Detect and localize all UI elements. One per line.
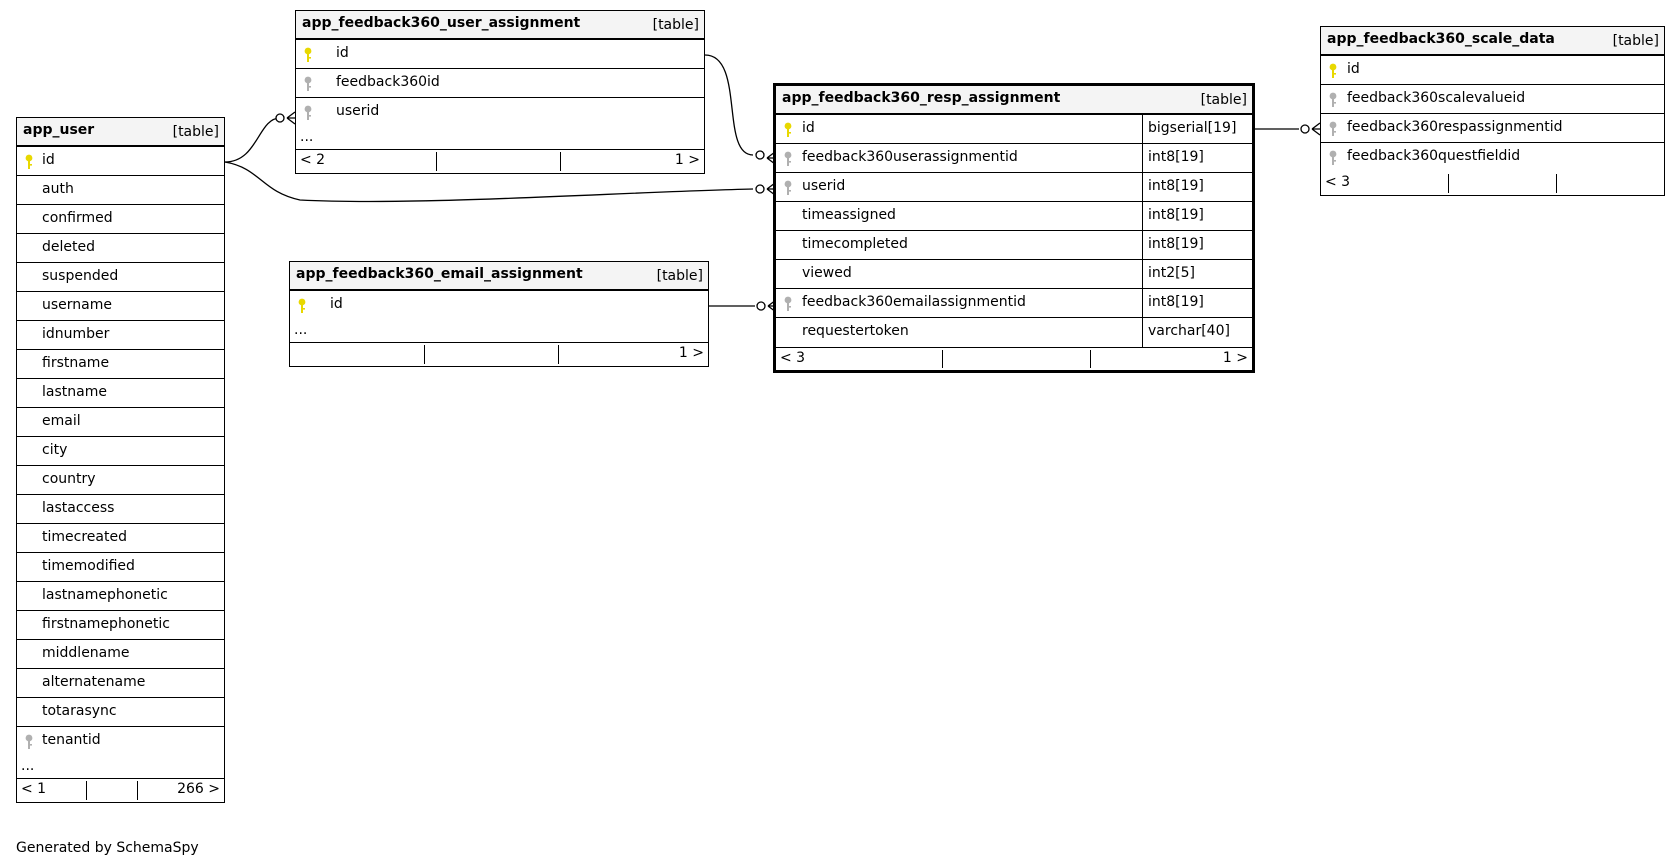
column-name: city — [42, 442, 68, 458]
column-name: lastaccess — [42, 500, 115, 516]
column-row[interactable] — [296, 98, 704, 127]
column-row[interactable] — [17, 437, 224, 466]
generated-by-label: Generated by SchemaSpy — [16, 840, 199, 856]
table-name: app_feedback360_resp_assignment — [782, 90, 1061, 106]
table-header — [776, 86, 1252, 115]
column-row[interactable] — [290, 291, 708, 320]
table-footer — [290, 343, 708, 366]
column-row[interactable] — [17, 350, 224, 379]
column-name: userid — [802, 178, 846, 194]
column-name: timemodified — [42, 558, 135, 574]
column-row[interactable] — [296, 40, 704, 69]
table-footer — [776, 347, 1252, 370]
footer-parents: < 3 — [780, 350, 806, 366]
column-row[interactable] — [17, 205, 224, 234]
column-row[interactable] — [1321, 114, 1664, 143]
column-name: feedback360id — [336, 74, 440, 90]
column-row[interactable] — [17, 176, 224, 205]
table-user-assignment[interactable] — [295, 10, 705, 174]
primary-key-icon — [1327, 63, 1339, 79]
column-row[interactable] — [1321, 56, 1664, 85]
footer-parents: < 1 — [21, 781, 47, 797]
ellipsis-row: ... — [17, 756, 224, 779]
table-name: app_feedback360_scale_data — [1327, 31, 1555, 47]
primary-key-icon — [302, 47, 314, 63]
link-user-to-user-assignment — [225, 118, 280, 162]
foreign-key-icon — [23, 734, 35, 750]
column-row[interactable] — [17, 524, 224, 553]
column-name: requestertoken — [802, 323, 909, 339]
table-footer — [1321, 172, 1664, 195]
column-name: suspended — [42, 268, 119, 284]
ellipsis-row: ... — [296, 127, 704, 150]
column-row[interactable] — [17, 640, 224, 669]
column-row[interactable] — [296, 69, 704, 98]
table-type: [table] — [172, 124, 219, 140]
foreign-key-icon — [302, 105, 314, 121]
column-row[interactable] — [17, 698, 224, 727]
column-type: int8[19] — [1148, 294, 1204, 310]
column-name: viewed — [802, 265, 852, 281]
column-row[interactable] — [17, 408, 224, 437]
table-header — [290, 262, 708, 291]
column-row[interactable] — [17, 466, 224, 495]
table-name: app_feedback360_user_assignment — [302, 15, 581, 31]
table-type: [table] — [652, 17, 699, 33]
column-row[interactable] — [776, 202, 1252, 231]
column-name: country — [42, 471, 96, 487]
column-name: email — [42, 413, 81, 429]
column-type: int8[19] — [1148, 149, 1204, 165]
table-email-assignment[interactable] — [289, 261, 709, 367]
column-name: id — [330, 296, 343, 312]
column-type: bigserial[19] — [1148, 120, 1237, 136]
column-name: alternatename — [42, 674, 146, 690]
column-type: int8[19] — [1148, 236, 1204, 252]
footer-children: 1 > — [678, 345, 704, 361]
primary-key-icon — [782, 122, 794, 138]
column-type: int8[19] — [1148, 207, 1204, 223]
column-name: feedback360userassignmentid — [802, 149, 1018, 165]
column-name: id — [1347, 61, 1360, 77]
column-row[interactable] — [17, 582, 224, 611]
footer-parents: < 2 — [300, 152, 326, 168]
table-header — [17, 118, 224, 147]
column-type: varchar[40] — [1148, 323, 1230, 339]
column-row[interactable] — [17, 553, 224, 582]
table-header — [296, 11, 704, 40]
column-name: username — [42, 297, 112, 313]
column-name: id — [802, 120, 815, 136]
column-row[interactable] — [1321, 85, 1664, 114]
column-row[interactable] — [17, 234, 224, 263]
table-header — [1321, 27, 1664, 56]
foreign-key-icon — [1327, 150, 1339, 166]
footer-children: 266 > — [177, 781, 220, 797]
column-row[interactable] — [776, 318, 1252, 347]
table-footer — [17, 779, 224, 802]
column-name: lastnamephonetic — [42, 587, 168, 603]
column-name: timecreated — [42, 529, 127, 545]
column-name: middlename — [42, 645, 130, 661]
column-row[interactable] — [776, 231, 1252, 260]
table-footer — [296, 150, 704, 173]
foreign-key-icon — [1327, 92, 1339, 108]
primary-key-icon — [23, 154, 35, 170]
column-row[interactable] — [776, 260, 1252, 289]
table-scale-data[interactable] — [1320, 26, 1665, 196]
column-name: timeassigned — [802, 207, 896, 223]
table-type: [table] — [1612, 33, 1659, 49]
table-app-user[interactable] — [16, 117, 225, 803]
table-type: [table] — [1200, 92, 1247, 108]
column-name: feedback360scalevalueid — [1347, 90, 1526, 106]
column-name: feedback360questfieldid — [1347, 148, 1521, 164]
primary-key-icon — [296, 298, 308, 314]
column-name: firstnamephonetic — [42, 616, 170, 632]
ellipsis-row: ... — [290, 320, 708, 343]
column-name: id — [336, 45, 349, 61]
table-resp-assignment[interactable] — [773, 83, 1255, 373]
column-type: int2[5] — [1148, 265, 1195, 281]
footer-children: 1 > — [1222, 350, 1248, 366]
column-row[interactable] — [17, 727, 224, 756]
column-row[interactable] — [776, 115, 1252, 144]
column-type: int8[19] — [1148, 178, 1204, 194]
foreign-key-icon — [782, 151, 794, 167]
column-row[interactable] — [17, 611, 224, 640]
column-row[interactable] — [17, 321, 224, 350]
foreign-key-icon — [782, 296, 794, 312]
table-name: app_feedback360_email_assignment — [296, 266, 583, 282]
column-name: feedback360respassignmentid — [1347, 119, 1563, 135]
column-row[interactable] — [17, 379, 224, 408]
footer-children: 1 > — [674, 152, 700, 168]
column-name: lastname — [42, 384, 107, 400]
foreign-key-icon — [1327, 121, 1339, 137]
column-name: id — [42, 152, 55, 168]
column-row[interactable] — [1321, 143, 1664, 172]
column-name: deleted — [42, 239, 95, 255]
column-name: userid — [336, 103, 380, 119]
table-name: app_user — [23, 122, 95, 138]
footer-parents: < 3 — [1325, 174, 1351, 190]
column-row[interactable] — [776, 173, 1252, 202]
column-name: feedback360emailassignmentid — [802, 294, 1026, 310]
column-name: totarasync — [42, 703, 117, 719]
column-name: confirmed — [42, 210, 113, 226]
column-row[interactable] — [17, 495, 224, 524]
column-name: firstname — [42, 355, 110, 371]
foreign-key-icon — [782, 180, 794, 196]
column-row[interactable] — [17, 669, 224, 698]
column-row[interactable] — [17, 147, 224, 176]
column-name: auth — [42, 181, 74, 197]
column-name: tenantid — [42, 732, 101, 748]
foreign-key-icon — [302, 76, 314, 92]
column-name: timecompleted — [802, 236, 908, 252]
column-name: idnumber — [42, 326, 110, 342]
column-row[interactable] — [17, 263, 224, 292]
table-type: [table] — [656, 268, 703, 284]
link-user-assignment-to-resp — [705, 55, 753, 155]
column-row[interactable] — [776, 144, 1252, 173]
column-row[interactable] — [776, 289, 1252, 318]
column-row[interactable] — [17, 292, 224, 321]
